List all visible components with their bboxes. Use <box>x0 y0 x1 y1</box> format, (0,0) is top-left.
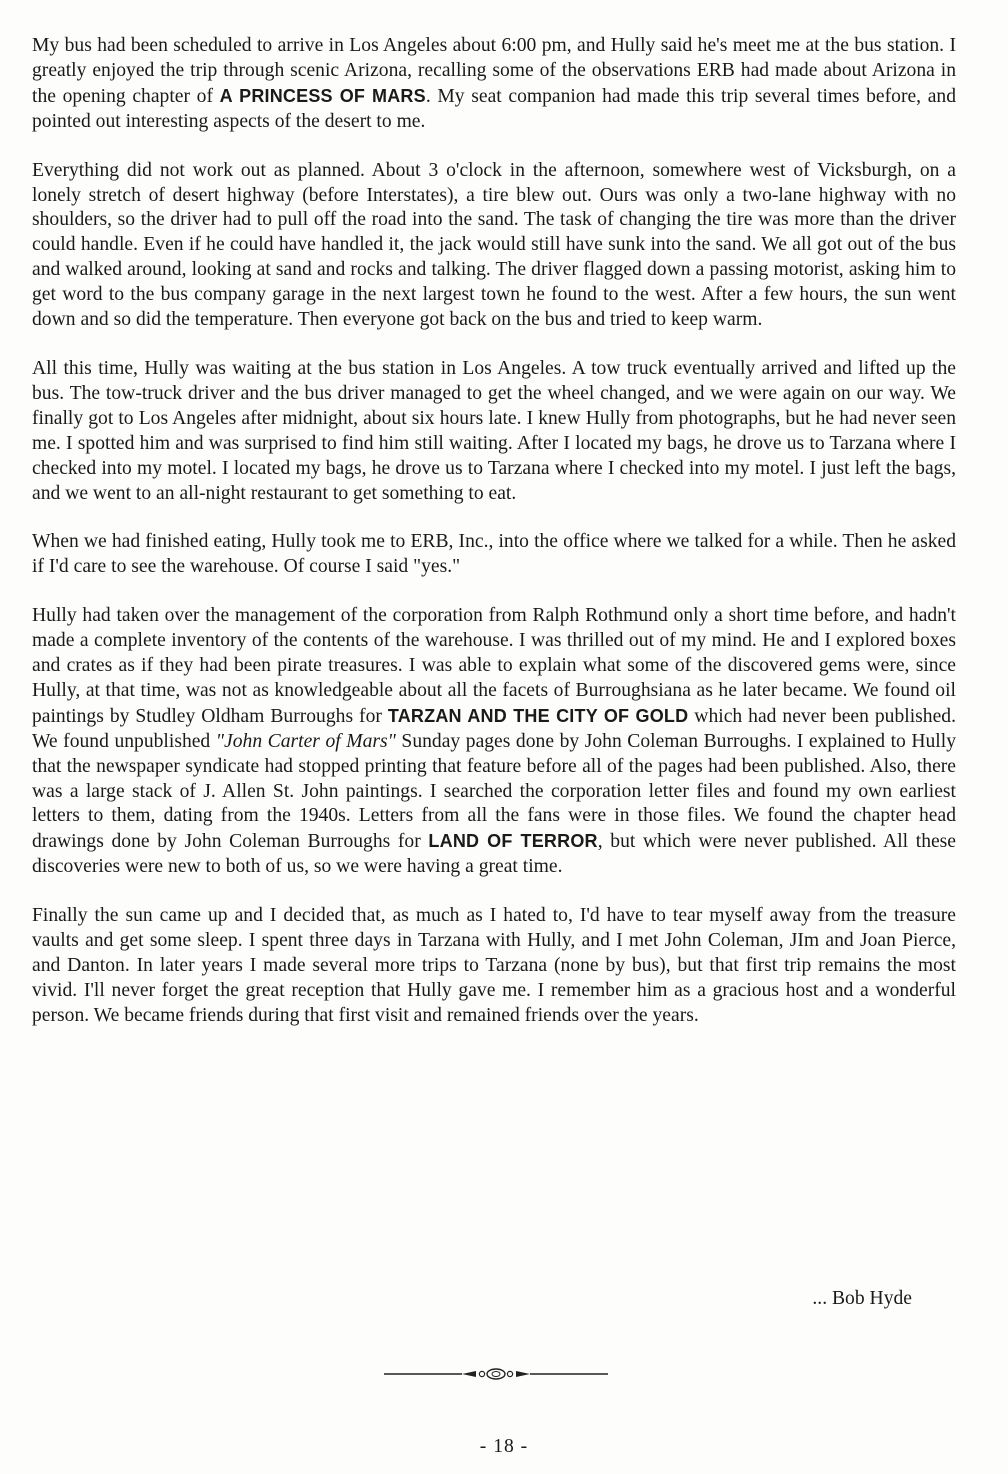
paragraph-6: Finally the sun came up and I decided that, as much as I hated to, I'd have to tear myself away from the treasure vaults and get some sleep. I spent three days in Tarzana with Hully, and I met John Coleman, JIm and Joan Pierce, and Danton. In later years I made several more trips to Tarzana (none by bus), but that first trip remains the most vivid. I'll never forget the great reception that Hully gave me. I remember him as a gracious host and a wonderful person. We became friends during that first visit and remained friends over the years. <box>32 905 956 1026</box>
paragraph-4: When we had finished eating, Hully took me to ERB, Inc., into the office where we talked for a while. Then he asked if I'd care to see the warehouse. Of course I said "yes." <box>32 531 956 578</box>
book-title: A PRINCESS OF MARS <box>219 85 426 106</box>
book-title: LAND OF TERROR <box>428 831 598 852</box>
article-body <box>32 34 956 1053</box>
strip-title: "John Carter of Mars" <box>215 730 396 752</box>
paragraph-2: Everything did not work out as planned. About 3 o'clock in the afternoon, somewhere west of Vicksburgh, on a lonely stretch of desert highway (before Interstates), a tire blew out. Ours was only a two-lane highway with no shoulders, so the driver had to pull off the road into the sand. The task of changing the tire was more than the driver could handle. Even if he could have handled it, the jack would still have sunk into the sand. We all got out of the bus and walked around, looking at sand and rocks and talking. The driver flagged down a passing motorist, asking him to get word to the bus company garage in the next largest town he found to the west. After a few hours, the sun went down and so did the temperature. Then everyone got back on the bus and tried to keep warm. <box>32 159 956 331</box>
page-number: - 18 - <box>479 1436 529 1457</box>
author-signature: ... Bob Hyde <box>812 1288 912 1309</box>
paragraph-5: Hully had taken over the management of the corporation from Ralph Rothmund only a short time before, and hadn't made a complete inventory of the contents of the warehouse. I was thrilled out of my mind. He and I explored boxes and crates as if they had been pirate treasures. I was able to explain what some of the discovered gems were, since Hully, at that time, was not as knowledgeable about all the facets of Burroughsiana as he later became. We found oil paintings by Studley Oldham Burroughs for TARZAN AND THE CITY OF GOLD which had never been published. We found unpublished "John Carter of Mars" Sunday pages done by John Coleman Burroughs. I explained to Hully that the newspaper syndicate had stopped printing that feature before all of the pages had been published. Also, there was a large stack of J. Allen St. John paintings. I searched the corporation letter files and found my own earliest letters to them, dating from the 1940s. Letters from all the fans were in those files. We found the chapter head drawings done by John Coleman Burroughs for LAND OF TERROR, but which were never published. All these discoveries were new to both of us, so we were having a great time. <box>32 605 957 878</box>
ornament-divider-icon <box>384 1366 608 1382</box>
paragraph-3: All this time, Hully was waiting at the bus station in Los Angeles. A tow truck eventually arrived and lifted up the bus. The tow-truck driver and the bus driver managed to get the wheel changed, and we were again on our way. We finally got to Los Angeles after midnight, about six hours late. I knew Hully from photographs, but he had never seen me. I spotted him and was surprised to find him still waiting. After I located my bags, he drove us to Tarzana where I checked into my motel. I located my bags, he drove us to Tarzana where I checked into my motel. I just left the bags, and we went to an all-night restaurant to get something to eat. <box>32 357 956 504</box>
book-title: TARZAN AND THE CITY OF GOLD <box>387 705 689 726</box>
paragraph-1: My bus had been scheduled to arrive in Los Angeles about 6:00 pm, and Hully said he's meet me at the bus station. I greatly enjoyed the trip through scenic Arizona, recalling some of the observations ERB had made about Arizona in the opening chapter of A PRINCESS OF MARS. My seat companion had made this trip several times before, and pointed out interesting aspects of the desert to me. <box>32 35 957 132</box>
